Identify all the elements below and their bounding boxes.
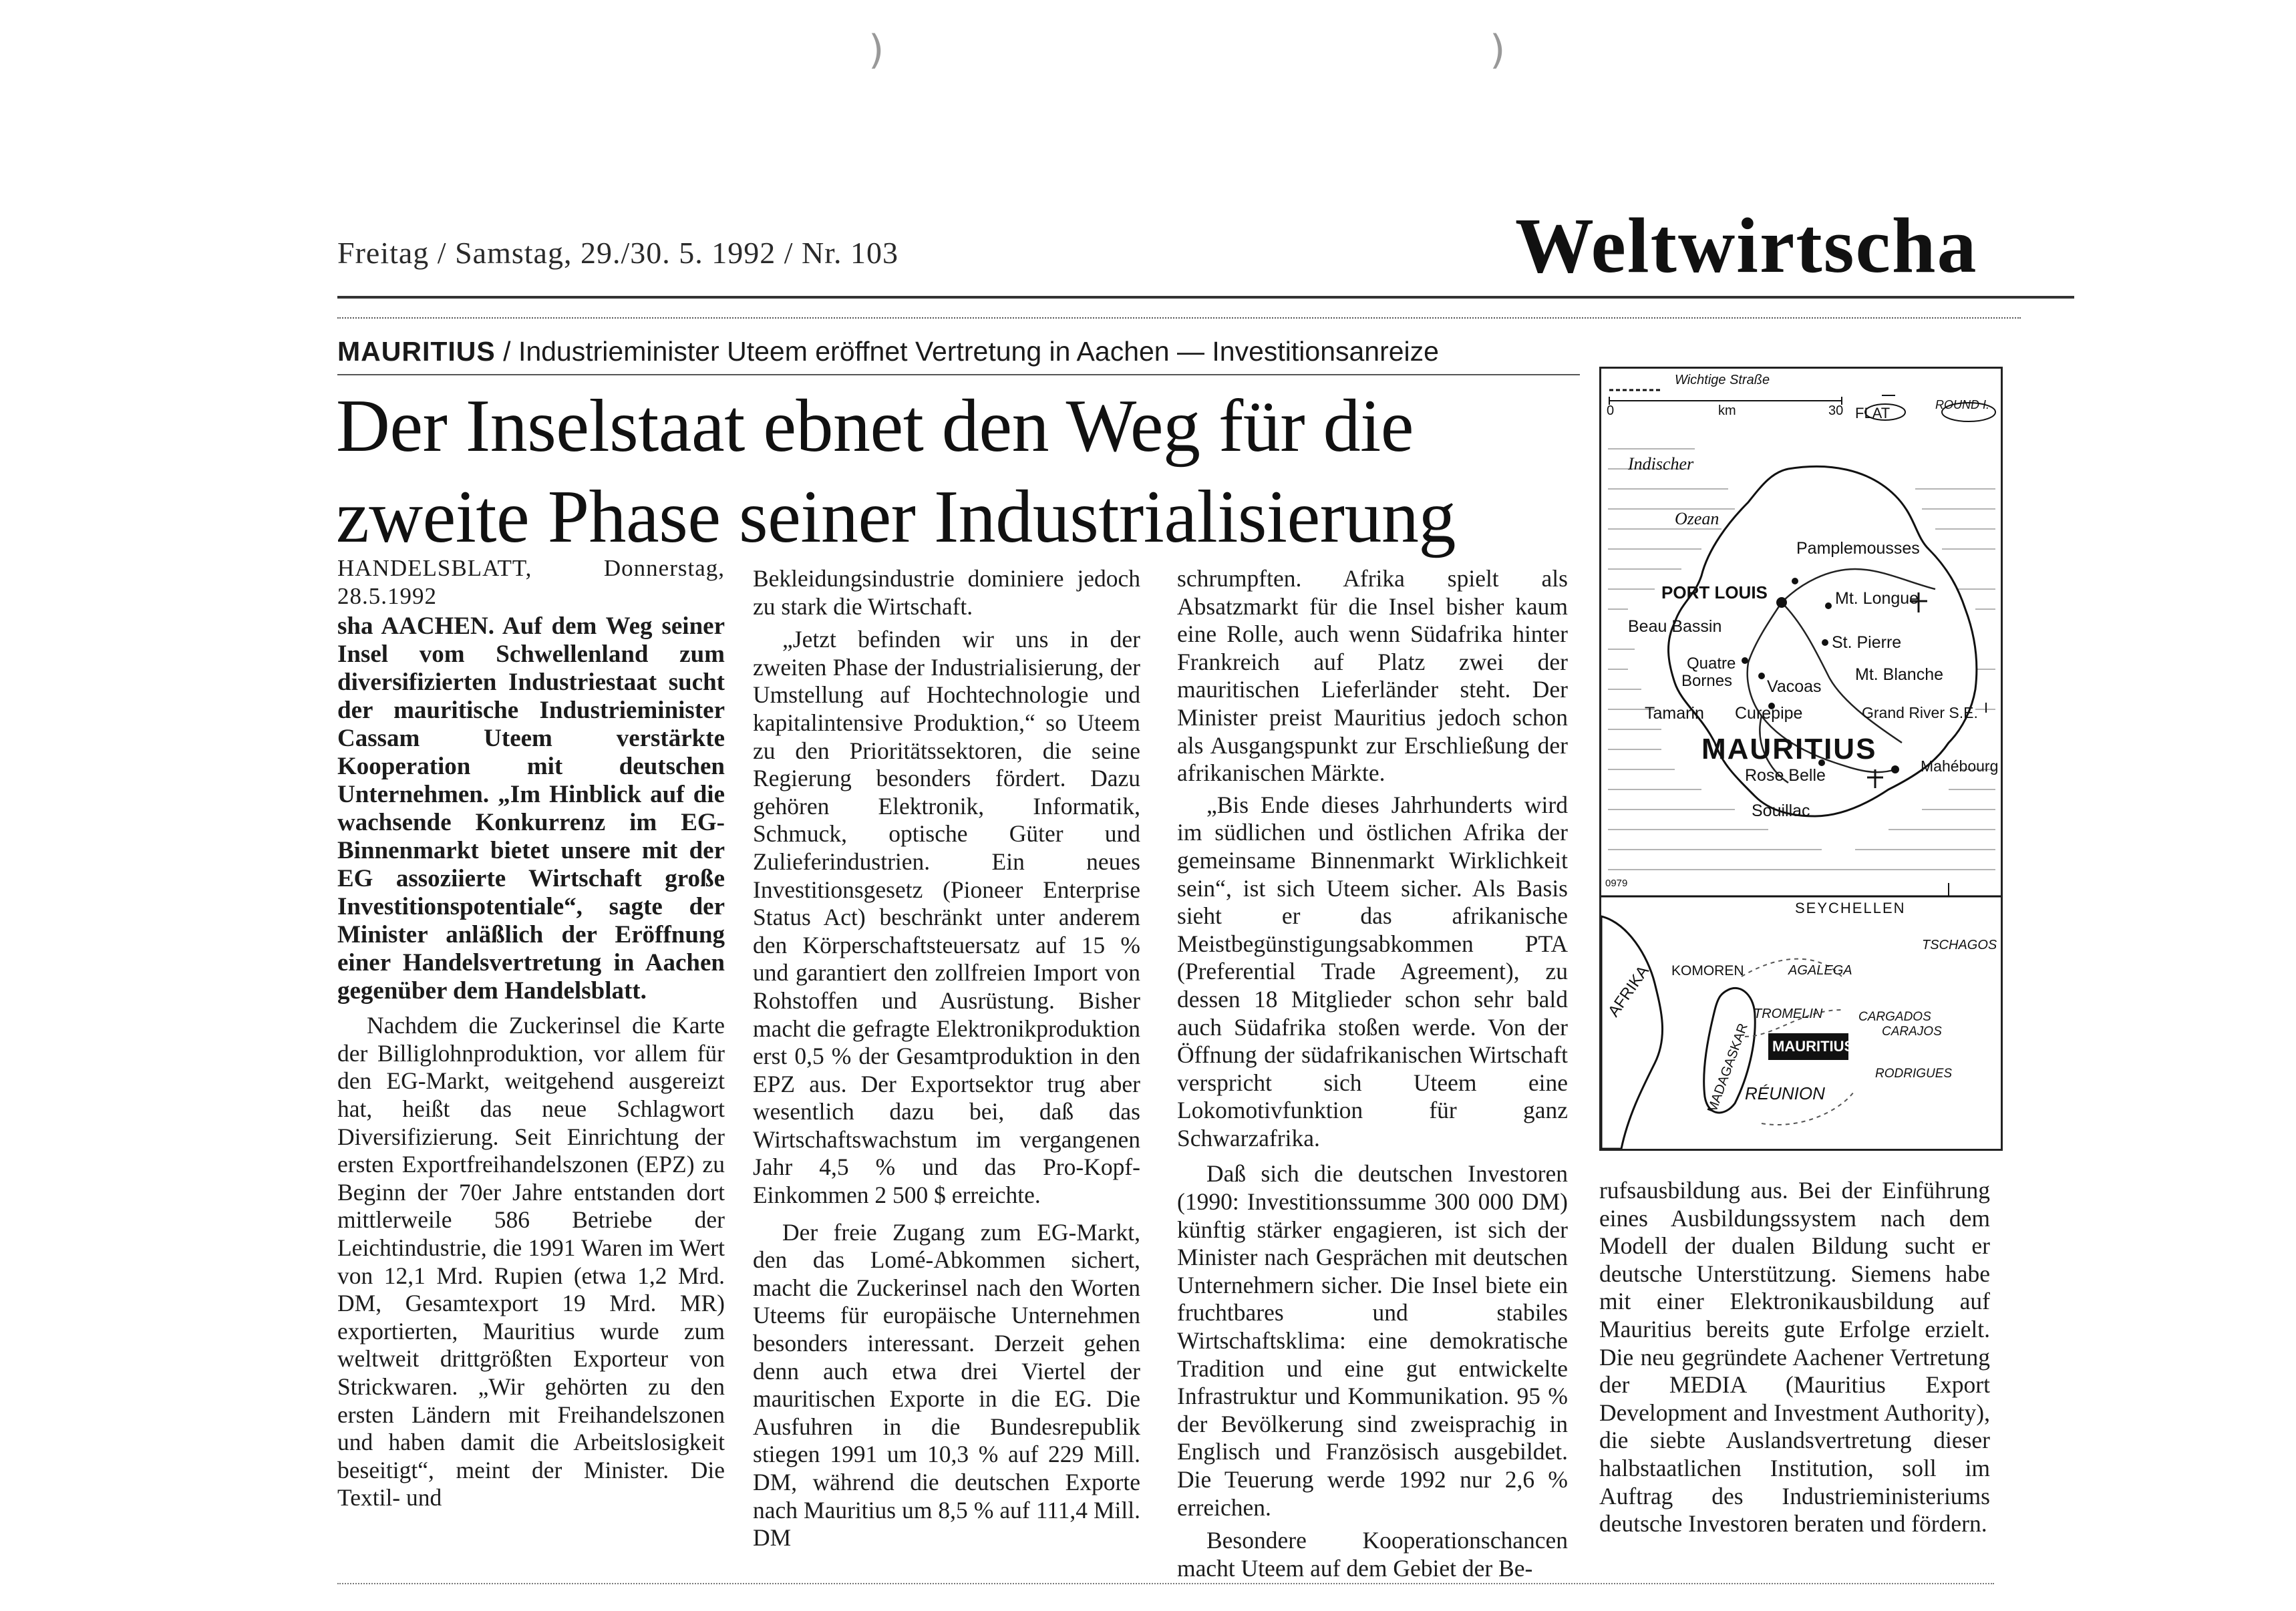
map-label-port-louis: PORT LOUIS xyxy=(1661,582,1768,602)
map-label-afrika: AFRIKA xyxy=(1605,962,1653,1021)
map-label-mauritius: MAURITIUS xyxy=(1701,733,1877,765)
issue-line: Freitag / Samstag, 29./30. 5. 1992 / Nr. 103 xyxy=(337,236,899,270)
map-label-cargados: CARGADOS xyxy=(1858,1010,1931,1024)
article-column-2 xyxy=(753,565,1140,1552)
map-label-rodrigues: RODRIGUES xyxy=(1875,1067,1953,1081)
article-paragraph: Nachdem die Zuckerinsel die Karte der Billiglohnproduktion, vor allem für den EG-Markt, weitgehend ausgereizt hat, heißt das neue Schlagwort Diversifizierung. Seit Einrichtung der ersten Exportfreihandelszonen (EPZ) zu Beginn der 70er Jahre entstanden dort mittlerweile 586 Betriebe der Leichtindustrie, die 1991 Waren im Wert von 12,1 Mrd. Rupien (etwa 1,2 Mrd. DM, Gesamtexport 19 Mrd. MR) exportierten, Mauritius wurde zum weltweit drittgrößten Exporteur von Strickwaren. „Wir gehörten zu den ersten Ländern mit Freihandelszonen und haben damit die Arbeitslosigkeit beseitigt“, meint der Minister. Die Textil- und xyxy=(337,1012,725,1511)
article-paragraph: „Jetzt befinden wir uns in der zweiten Phase der Industrialisierung, der Umstellung auf Hochtechnologie und kapitalintensive Produktion,“ so Uteem zu den Prioritätssektoren, die seine Regierung besonders fördert. Dazu gehören Elektronik, Informatik, Schmuck, optische Güter und Zulieferindustrien. Ein neues Investitionsgesetz (Pioneer Enterprise Status Act) beschränkt unter anderem den Körperschaftsteuersatz auf 15 % und garantiert den zollfreien Import von Rohstoffen und Ausrüstung. Bisher macht die gefragte Elektronikproduktion erst 0,5 % der Gesamtproduktion in den EPZ aus. Der Exportsektor trug aber wesentlich dazu bei, daß das Wirtschaftswachstum im vergangenen Jahr 4,5 % und das Pro-Kopf-Einkommen 2 500 $ erreichte. xyxy=(753,626,1140,1209)
map-label-madagaskar: MADAGASKAR xyxy=(1705,1021,1751,1115)
map-label-tschagos: TSCHAGOS xyxy=(1922,938,1997,952)
article-paragraph: Der freie Zugang zum EG-Markt, den das Lomé-Abkommen sichert, macht die Zuckerinsel nach den Worten Uteems für europäische Unternehmen besonders interessant. Derzeit gehen denn auch etwa drei Viertel der mauritischen Exporte in die EG. Die Ausfuhren in die Bundesrepublik stiegen 1991 um 10,3 % auf 229 Mill. DM, während die deutschen Exporte nach Mauritius um 8,5 % auf 111,4 Mill. DM xyxy=(753,1218,1140,1552)
map-label-vacoas: Vacoas xyxy=(1767,677,1822,696)
article-lead: sha AACHEN. Auf dem Weg seiner Insel vom Schwellenland zum diversifizierten Industriestaat sucht der mauritische Industrieminister Cassam Uteem verstärkte Kooperation mit deutschen Unternehmen. „Im Hinblick auf die wachsende Konkurrenz im EG-Binnenmarkt bietet unsere mit der EG assoziierte Wirtschaft große Investitionspotentiale“, sagte der Minister anläßlich der Eröffnung einer Handelsvertretung in Aachen gegenüber dem Handelsblatt. xyxy=(337,612,725,1005)
map-label-mauritius-small: MAURITIUS xyxy=(1772,1038,1854,1055)
article-headline: Der Inselstaat ebnet den Weg für die zweite Phase seiner Industrialisierung xyxy=(336,385,1456,558)
map-label-reunion: RÉUNION xyxy=(1745,1083,1825,1103)
map-label-code: 0979 xyxy=(1605,878,1628,889)
article-paragraph: Daß sich die deutschen Investoren (1990: Investitionssumme 300 000 DM) künftig stärker engagieren, ist sich der Minister nach Gesprächen mit deutschen Unternehmern sicher. Die Insel biete ein fruchtbares und stabiles Wirtschaftsklima: eine demokratische Tradition und eine gut entwickelte Infrastruktur und Kommunikation. 95 % der Bevölkerung sind zweisprachig in Englisch und Französisch ausgebildet. Die Teuerung werde 1992 nur 2,6 % erreichen. xyxy=(1177,1160,1568,1521)
map-label-pamplemousses: Pamplemousses xyxy=(1796,539,1920,558)
map-label-mt-longue: Mt. Longue xyxy=(1835,589,1919,608)
map-label-carajos: CARAJOS xyxy=(1882,1025,1942,1039)
section-title: Weltwirtscha xyxy=(1515,202,1978,289)
map-label-seychellen: SEYCHELLEN xyxy=(1795,900,1906,916)
map-label-round: ROUND I. xyxy=(1935,398,1989,411)
map-label-flat: FLAT xyxy=(1855,405,1891,421)
map-legend-road: Wichtige Straße xyxy=(1675,373,1770,387)
map-label-rose-belle: Rose Belle xyxy=(1745,766,1826,785)
article-paragraph: rufsausbildung aus. Bei der Einführung eines Ausbildungssystem nach dem Modell der dualen Bildung sucht er deutsche Unterstützung. Siemens habe mit einer Elektronikausbildung auf Mauritius bereits gute Erfolge erzielt. Die neu gegründete Aachener Vertretung der MEDIA (Mauritius Export Development and Investment Authority), die siebte Auslandsvertretung dieser halbstaatlichen Institution, soll im Auftrag des Industrieministeriums deutsche Investoren beraten und fördern. xyxy=(1599,1177,1990,1538)
map-scale-max: 30 xyxy=(1828,403,1844,418)
map-label-komoren: KOMOREN xyxy=(1671,963,1744,978)
map-label-quatre: Quatre xyxy=(1687,655,1736,673)
map-label-tamarin: Tamarin xyxy=(1645,704,1704,723)
kicker-country: MAURITIUS xyxy=(337,336,496,367)
footer-rule xyxy=(337,1583,1994,1584)
article-paragraph: Besondere Kooperationschancen macht Uteem auf dem Gebiet der Be- xyxy=(1177,1527,1568,1582)
article-paragraph: „Bis Ende dieses Jahrhunderts wird im südlichen und östlichen Afrika der gemeinsame Binnenmarkt Wirklichkeit sein“, ist sich Uteem sicher. Als Basis sieht er das afrikanische Meistbegünstigungsabkommen PTA (Preferential Trade Agreement), zu dessen 18 Mitglieder schon sehr bald auch Südafrika stoßen werde. Von der Öffnung der südafrikanischen Wirtschaft verspricht sich Uteem eine Lokomotivfunktion für ganz Schwarzafrika. xyxy=(1177,791,1568,1151)
map-label-ocean-2: Ozean xyxy=(1675,509,1719,528)
map-label-souillac: Souillac xyxy=(1752,801,1810,820)
map-label-ocean-1: Indischer xyxy=(1628,454,1694,474)
header-rule-secondary xyxy=(337,317,2021,319)
article-paragraph: schrumpften. Afrika spielt als Absatzmarkt für die Insel bisher kaum eine Rolle, auch wenn Südafrika hinter Frankreich auf Platz zwei der mauritischen Lieferländer steht. Der Minister preist Mauritius jedoch schon als Ausgangspunkt zur Erschließung der afrikanischen Märkte. xyxy=(1177,565,1568,787)
map-label-beau-bassin: Beau Bassin xyxy=(1628,617,1722,636)
map-label-st-pierre: St. Pierre xyxy=(1832,633,1902,652)
map-scale-zero: 0 xyxy=(1607,403,1615,418)
map-scale-unit: km xyxy=(1718,403,1736,418)
article-column-1 xyxy=(337,554,725,1512)
article-dateline: HANDELSBLATT, Donnerstag, 28.5.1992 xyxy=(337,555,725,609)
header-rule xyxy=(337,296,2074,299)
scan-mark-left: ) xyxy=(868,27,884,73)
map-label-tromelin: TROMELIN xyxy=(1754,1007,1823,1021)
article-column-4 xyxy=(1599,1177,1990,1538)
map-label-agalega: AGALEGA xyxy=(1788,963,1852,978)
mauritius-map xyxy=(1599,367,2003,1151)
map-label-curepipe: Curepipe xyxy=(1735,704,1803,723)
article-kicker xyxy=(337,336,1439,367)
map-label-bornes: Bornes xyxy=(1681,672,1733,690)
kicker-rule xyxy=(337,374,1580,375)
map-label-mahebourg: Mahébourg xyxy=(1921,757,1999,775)
map-label-mt-blanche: Mt. Blanche xyxy=(1855,665,1944,684)
kicker-text: / Industrieminister Uteem eröffnet Vertretung in Aachen — Investitionsanreize xyxy=(495,336,1439,367)
article-column-3 xyxy=(1177,565,1568,1582)
article-paragraph: Bekleidungsindustrie dominiere jedoch zu stark die Wirtschaft. xyxy=(753,565,1140,620)
scan-mark-right: ) xyxy=(1490,27,1506,73)
map-label-grand-river: Grand River S.E. xyxy=(1862,704,1978,721)
